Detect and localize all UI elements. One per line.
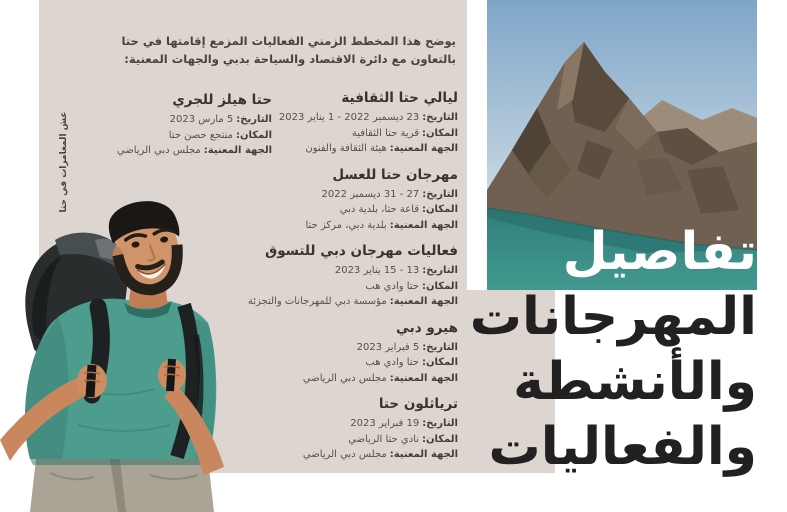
entity-label: الجهة المعنية: — [389, 219, 458, 231]
hero-title-line-3: والأنشطة — [513, 352, 757, 412]
location-value: حتا وادي هب — [365, 357, 419, 368]
hero-title-line-2: المهرجانات — [469, 287, 757, 347]
event-title: مهرجان حتا للعسل — [332, 166, 458, 183]
entity-label: الجهة المعنية: — [389, 449, 458, 460]
event-card — [223, 396, 458, 463]
location-label: المكان: — [422, 433, 458, 445]
event-title: فعاليات مهرجان دبي للتسوق — [265, 243, 458, 259]
date-label: التاريخ: — [422, 112, 458, 123]
entity-label: الجهة المعنية: — [389, 372, 458, 384]
location-value: حتا وادي هب — [365, 280, 419, 292]
entity-value: مجلس دبي الرياضي — [302, 372, 387, 384]
date-value: 19 فبراير 2023 — [350, 418, 420, 429]
event-card — [223, 167, 458, 234]
event-date-line — [77, 112, 272, 128]
event-date-line — [223, 340, 458, 356]
hero-title — [470, 220, 757, 480]
intro-paragraph: يوضح هذا المخطط الزمني الفعاليات المزمع إقامتها في حتا بالتعاون مع دائرة الاقتصاد والسياحة بدبي والجهات المعنية: — [121, 34, 456, 66]
location-label: المكان: — [422, 357, 458, 368]
event-date-line — [223, 416, 458, 432]
event-card — [223, 243, 458, 310]
events-column-left — [77, 92, 272, 169]
event-card — [223, 320, 458, 387]
location-value: منتجع حصن حتا — [168, 129, 233, 141]
location-label: المكان: — [236, 129, 272, 141]
hero-title-line-1: تفاصيل — [562, 222, 757, 282]
date-value: 27 - 31 ديسمبر 2022 — [321, 188, 420, 200]
date-label: التاريخ: — [422, 341, 458, 353]
jeans — [30, 459, 214, 512]
event-entity-line — [77, 143, 272, 159]
location-value: قرية حتا الثقافية — [351, 127, 419, 139]
event-title: ليالي حتا الثقافية — [341, 90, 458, 106]
event-location-line — [223, 355, 458, 371]
location-label: المكان: — [422, 280, 458, 292]
entity-value: مجلس دبي الرياضي — [302, 449, 387, 460]
event-card — [77, 92, 272, 159]
entity-label: الجهة المعنية: — [389, 296, 458, 307]
entity-value: مجلس دبي الرياضي — [116, 145, 201, 156]
date-label: التاريخ: — [236, 114, 272, 125]
date-value: 5 مارس 2023 — [169, 114, 234, 125]
date-label: التاريخ: — [422, 265, 458, 276]
entity-value: هيئة الثقافة والفنون — [305, 143, 387, 154]
event-title: حتا هيلز للجري — [172, 92, 272, 108]
entity-value: مؤسسة دبي للمهرجانات والتجزئة — [247, 296, 387, 307]
event-date-line — [223, 263, 458, 279]
event-location-line — [77, 128, 272, 144]
event-location-line — [223, 432, 458, 448]
entity-value: بلدية دبي، مركز حتا — [305, 219, 387, 231]
event-date-line — [223, 187, 458, 203]
entity-label: الجهة المعنية: — [203, 145, 272, 156]
location-value: قاعة حتا، بلدية دبي — [339, 204, 419, 215]
vertical-side-label: عش المغامرات في حتا — [59, 111, 69, 213]
event-location-line — [223, 202, 458, 218]
event-title: ترياثلون حتا — [378, 396, 458, 412]
location-label: المكان: — [422, 204, 458, 215]
event-entity-line — [223, 294, 458, 310]
event-entity-line — [223, 371, 458, 387]
date-value: 5 فبراير 2023 — [356, 341, 420, 353]
event-location-line — [223, 279, 458, 295]
event-entity-line — [223, 218, 458, 234]
date-label: التاريخ: — [422, 188, 458, 200]
entity-label: الجهة المعنية: — [389, 143, 458, 154]
date-value: 13 - 15 يناير 2023 — [334, 265, 420, 276]
date-label: التاريخ: — [422, 418, 458, 429]
event-title: هيرو دبي — [395, 319, 458, 336]
date-value: 23 ديسمبر 2022 - 1 يناير 2023 — [278, 112, 420, 123]
hero-title-line-4: والفعاليات — [488, 417, 757, 477]
location-label: المكان: — [422, 127, 458, 139]
event-entity-line — [223, 447, 458, 463]
location-value: نادي حتا الرياضي — [348, 433, 419, 445]
backpacker-man-photo — [0, 185, 238, 512]
